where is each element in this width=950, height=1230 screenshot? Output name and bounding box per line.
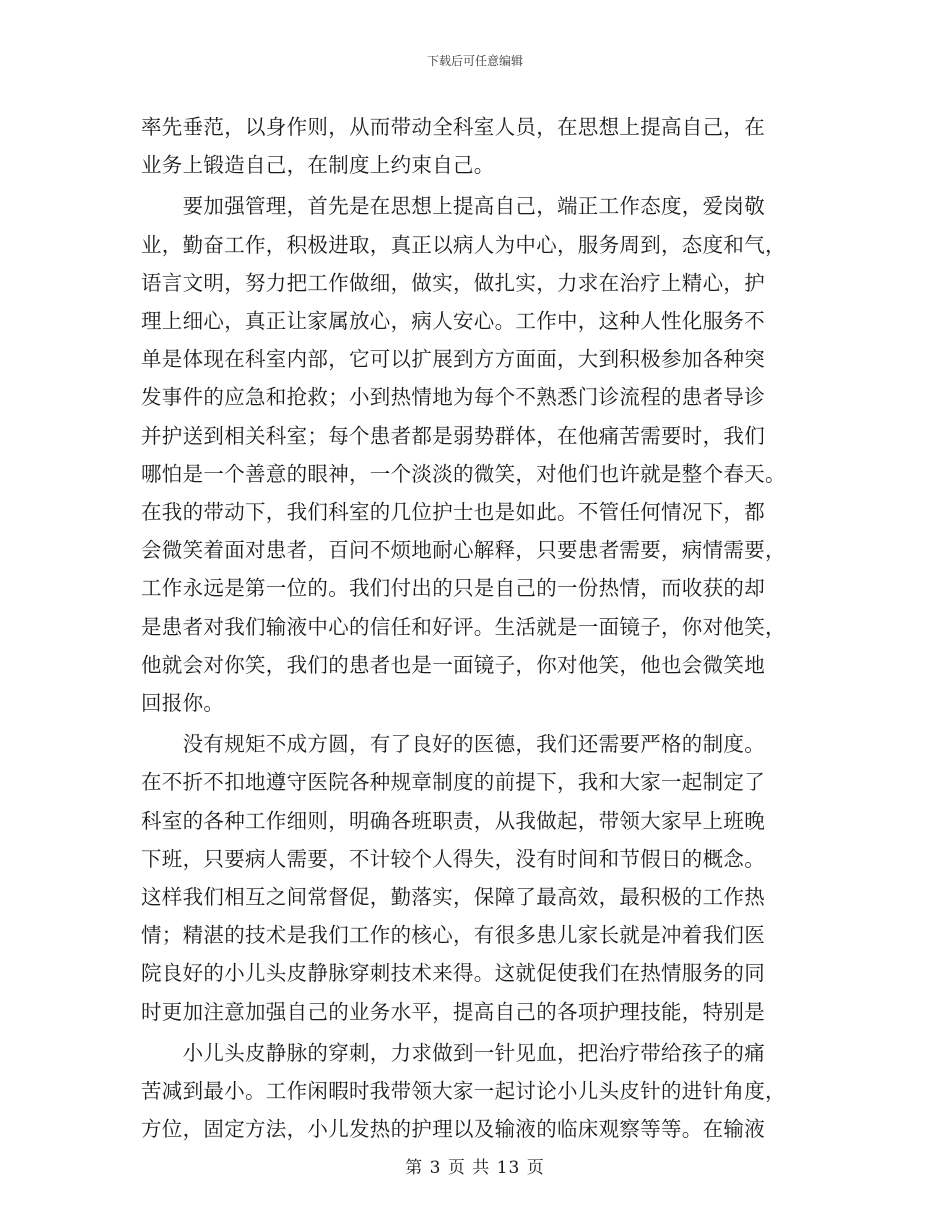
text-line: 发事件的应急和抢救；小到热情地为每个不熟悉门诊流程的患者导诊 (141, 385, 765, 410)
text-line: 院良好的小儿头皮静脉穿刺技术来得。这就促使我们在热情服务的同 (141, 961, 765, 986)
text-line: 在我的带动下，我们科室的几位护士也是如此。不管任何情况下，都 (141, 500, 765, 525)
text-line: 哪怕是一个善意的眼神，一个淡淡的微笑，对他们也许就是整个春天。 (141, 461, 786, 486)
paragraph-1 (141, 108, 811, 184)
text-line: 单是体现在科室内部，它可以扩展到方方面面，大到积极参加各种突 (141, 347, 765, 372)
text-line: 苦减到最小。工作闲暇时我带领大家一起讨论小儿头皮针的进针角度， (141, 1079, 786, 1104)
text-line: 没有规矩不成方圆，有了良好的医德，我们还需要严格的制度。 (141, 732, 765, 757)
text-line: 语言文明，努力把工作做细，做实，做扎实，力求在治疗上精心，护 (141, 270, 765, 295)
text-line: 工作永远是第一位的。我们付出的只是自己的一份热情，而收获的却 (141, 576, 765, 601)
text-line: 业，勤奋工作，积极进取，真正以病人为中心，服务周到，态度和气， (141, 232, 786, 257)
text-line: 情；精湛的技术是我们工作的核心，有很多患儿家长就是冲着我们医 (141, 923, 765, 948)
text-line: 方位，固定方法，小儿发热的护理以及输液的临床观察等等。在输液 (141, 1117, 765, 1142)
current-page-number: 3 (429, 1158, 442, 1178)
text-line: 时更加注意加强自己的业务水平，提高自己的各项护理技能，特别是 (141, 999, 765, 1024)
paragraph-4 (141, 1034, 811, 1149)
text-line: 理上细心，真正让家属放心，病人安心。工作中，这种人性化服务不 (141, 309, 765, 334)
document-body (141, 108, 811, 1148)
text-line: 会微笑着面对患者，百问不烦地耐心解释，只要患者需要，病情需要， (141, 538, 786, 563)
footer-suffix: 页 (526, 1158, 545, 1178)
page-footer (0, 1153, 950, 1178)
text-line: 在不折不扣地遵守医院各种规章制度的前提下，我和大家一起制定了 (141, 770, 765, 795)
text-line: 这样我们相互之间常督促，勤落实，保障了最高效，最积极的工作热 (141, 885, 765, 910)
text-line: 科室的各种工作细则，明确各班职责，从我做起，带领大家早上班晚 (141, 808, 765, 833)
text-line: 要加强管理，首先是在思想上提高自己，端正工作态度，爱岗敬 (141, 194, 765, 219)
text-line: 他就会对你笑，我们的患者也是一面镜子，你对他笑，他也会微笑地 (141, 652, 765, 677)
text-line: 小儿头皮静脉的穿刺，力求做到一针见血，把治疗带给孩子的痛 (141, 1040, 765, 1065)
paragraph-3 (141, 725, 811, 1031)
page-header (0, 53, 950, 69)
text-line: 回报你。 (141, 691, 225, 716)
text-line: 是患者对我们输液中心的信任和好评。生活就是一面镜子，你对他笑， (141, 614, 786, 639)
footer-prefix: 第 (405, 1158, 424, 1178)
text-line: 下班，只要病人需要，不计较个人得失，没有时间和节假日的概念。 (141, 846, 765, 871)
paragraph-2 (141, 187, 811, 722)
text-line: 率先垂范，以身作则，从而带动全科室人员，在思想上提高自己，在 (141, 115, 765, 139)
total-pages-number: 13 (496, 1158, 521, 1178)
header-text: 下载后可任意编辑 (426, 54, 523, 68)
text-line: 业务上锻造自己，在制度上约束自己。 (141, 153, 495, 178)
footer-middle: 页 共 (447, 1158, 491, 1178)
text-line: 并护送到相关科室；每个患者都是弱势群体，在他痛苦需要时，我们 (141, 423, 765, 448)
